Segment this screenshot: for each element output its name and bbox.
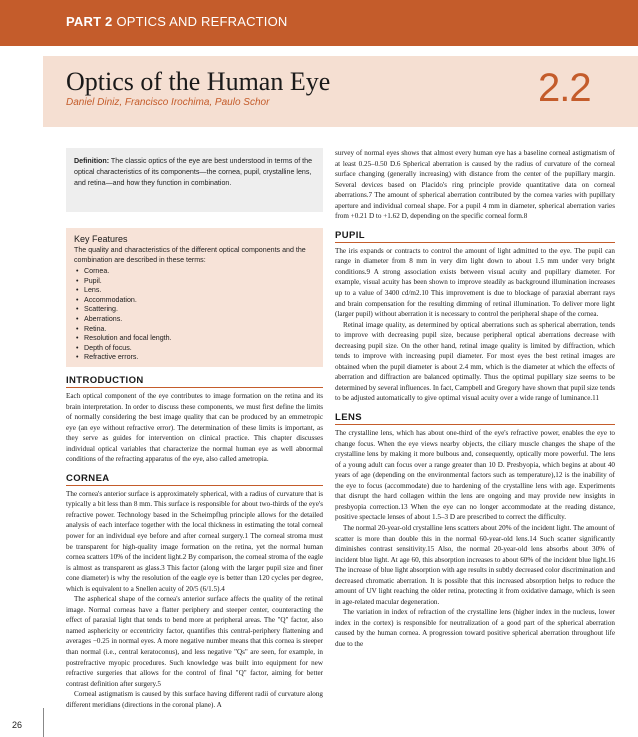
key-feature-item: • Cornea. (74, 267, 315, 277)
chapter-title: Optics of the Human Eye (66, 67, 331, 96)
cornea-continued-paragraph: survey of normal eyes shows that almost every human eye has a baseline corneal astigmatism of at least 0.25–0.50 D.6 Spherical aberration is caused by the radius of curvature of the corneal surface changing (generally increasing) with distance from the center of the pupillary margin. Several devices based on Placido's ring principle provide quantitative data on corneal aberrations.7 The amount of spherical aberration contributed by the cornea varies with pupillary aperture and individual corneal shape. For a pupil 4 mm in diameter, spherical aberration varies from +0.21 D to +1.62 D, depending on the specific corneal form.8 (335, 149, 615, 221)
page-number: 26 (12, 720, 23, 730)
key-feature-item: • Accommodation. (74, 296, 315, 306)
key-feature-item: • Depth of focus. (74, 344, 315, 354)
key-feature-item: • Resolution and focal length. (74, 334, 315, 344)
key-features-list (74, 267, 315, 363)
key-features-intro: The quality and characteristics of the different optical components and the combination are described in these terms: (74, 246, 306, 264)
lens-paragraph-1: The crystalline lens, which has about one-third of the eye's refractive power, enables the eye to change focus. When the eye views nearby objects, the ciliary muscle changes the shape of the crystalline lens by making it more bulbous and, consequently, optically more powerful. The lens of a young adult can focus over a range greater than 10 D. Presbyopia, which begins at about 40 years of age (depending on the environmental factors such as temperature),12 is the inability of the eye to focus (accommodate) due to hardening of the crystalline lens with age. Experiments that disrupt the hard collagen within the lens are ongoing and may provide new insights in presbyopia correction.13 When the eye can no longer accommodate at the reading distance, positive spectacle lenses of about 1.5–3 D are prescribed to correct the difficulty. (335, 429, 615, 522)
section-heading-lens: LENS (335, 412, 615, 425)
definition-text: The classic optics of the eye are best understood in terms of the optical characteristics of its components—the cornea, pupil, crystalline lens, and retina—and how they function in combination. (74, 157, 313, 187)
key-feature-item: • Lens. (74, 286, 315, 296)
section-heading-introduction: INTRODUCTION (66, 375, 323, 388)
key-feature-item: • Retina. (74, 325, 315, 335)
section-heading-pupil: PUPIL (335, 230, 615, 243)
key-feature-item: • Pupil. (74, 277, 315, 287)
cornea-paragraph-3: Corneal astigmatism is caused by this surface having different radii of curvature along different meridians (directions in the coronal plane). A (66, 690, 323, 709)
right-column (335, 148, 615, 650)
definition-label: Definition: (74, 157, 110, 165)
part-title: OPTICS AND REFRACTION (116, 14, 288, 29)
key-features-box (66, 228, 323, 367)
introduction-paragraph: Each optical component of the eye contributes to image formation on the retina and its brain interpretation. In order to discuss these components, we must first define the limits of normally considering the best image quality that can be produced by an emmetropic eye (an eye without refractive error). The determination of these limits is important, as they serve as guides for intervention on clinical practice. This chapter discusses individual optical variables that characterize the normal human eye as well abnormal conditions of the refracting apparatus of the eye, also called ametropia. (66, 392, 323, 464)
key-feature-item: • Scattering. (74, 305, 315, 315)
page-number-divider (43, 708, 44, 737)
definition-box (66, 148, 323, 212)
key-features-title: Key Features (74, 234, 128, 244)
key-feature-item: • Refractive errors. (74, 353, 315, 363)
chapter-number: 2.2 (538, 66, 591, 110)
left-column (66, 148, 323, 710)
section-heading-cornea: CORNEA (66, 473, 323, 486)
lens-paragraph-2: The normal 20-year-old crystalline lens scatters about 20% of the incident light. The amount of scatter is more than double this in the normal 60-year-old lens.14 Such scatter significantly diminishes contrast sensitivity.15 Also, the normal 20-year-old lens absorbs about 30% of incident blue light. At age 60, this absorption increases to about 60% of the incident blue light.16 The increase of blue light absorption with age results in subtly decreased color discrimination and decreased chromatic aberration. It is possible that this increased absorption helps to reduce the amount of UV light reaching the older retina, protecting it from oxidative damage, which is seen in age-related macular degeneration. (335, 523, 615, 606)
cornea-paragraph-2: The aspherical shape of the cornea's anterior surface affects the quality of the retinal image. Normal corneas have a flatter periphery and steeper center, counteracting the effect of paraxial light that tends to bend more at peripheral areas. The "Q" factor, also named asphericity or eccentricity factor, quantifies this central-periphery flattening and averages −0.25 in normal eyes. A more negative number means that this cornea is steeper than normal (i.e., central keratoconus), and less negative "Qs" are seen, for example, in postrefractive myopic procedures. Such knowledge was built into equipment for new refractive surgeries that allows for the control of final "Q" factor, aiming for better contrast definition after surgery.5 (66, 595, 323, 688)
chapter-authors: Daniel Diniz, Francisco Irochima, Paulo Schor (66, 97, 270, 108)
pupil-paragraph-2: Retinal image quality, as determined by optical aberrations such as spherical aberration, tends to improve with decreasing pupil size, because peripheral optical aberrations decrease with decreasing pupil size. On the other hand, retinal image quality is limited by diffraction, which tends to improve with increasing pupil diameter. For most eyes the best retinal images are obtained when the pupil diameter is about 2.4 mm, which is the diameter at which the effects of aberration and diffraction are balanced optimally. Thus the optimal pupillary size seems to be determined by several influences. In fact, Campbell and Gregory have shown that pupil size tends to be adjusted automatically to give optimal visual acuity over a wide range of luminance.11 (335, 320, 615, 403)
lens-paragraph-3: The variation in index of refraction of the crystalline lens (higher index in the nucleus, lower index in the cortex) is responsible for neutralization of a good part of the spherical aberration caused by the human cornea. A progression toward positive spherical aberration throughout life due to the (335, 608, 615, 648)
key-feature-item: • Aberrations. (74, 315, 315, 325)
part-label: PART 2 (66, 14, 113, 29)
pupil-paragraph-1: The iris expands or contracts to control the amount of light admitted to the eye. The pupil can range in diameter from 8 mm in very dim light down to about 1.5 mm under very bright conditions.9 A strong association exists between visual acuity and pupillary diameter. For example, visual acuity has been shown to improve steadily as background illumination increases up to a value of 3400 cd/m2.10 This improvement is due to blockage of paraxial aberrant rays and brain compensation for the resulting dimming of retinal illumination. To deliver more light (larger pupil) without aberration it is necessary to control the peripheral shape of the cornea. (335, 246, 615, 319)
part-heading (66, 14, 288, 29)
cornea-paragraph-1: The cornea's anterior surface is approximately spherical, with a radius of curvature that is typically a bit less than 8 mm. This surface is responsible for about two-thirds of the eye's refractive power. Technology based in the Scheimpflug principle allows for the detailed analysis of each interface together with the local thickness in estimating the total corneal power for an individual eye before and after corneal surgery.1 The corneal stroma must be transparent for high-quality image formation on the retina, yet the normal human cornea scatters 10% of the incident light.2 By comparison, the corneal stroma of the eagle is almost as transparent as glass.3 This factor (along with the larger pupil size and finer cone diameter) is why the resolution of the eagle eye is better than 120 cycles per degree, which is equivalent to a Snellen acuity of 20/5 (6/1.5).4 (66, 489, 323, 593)
